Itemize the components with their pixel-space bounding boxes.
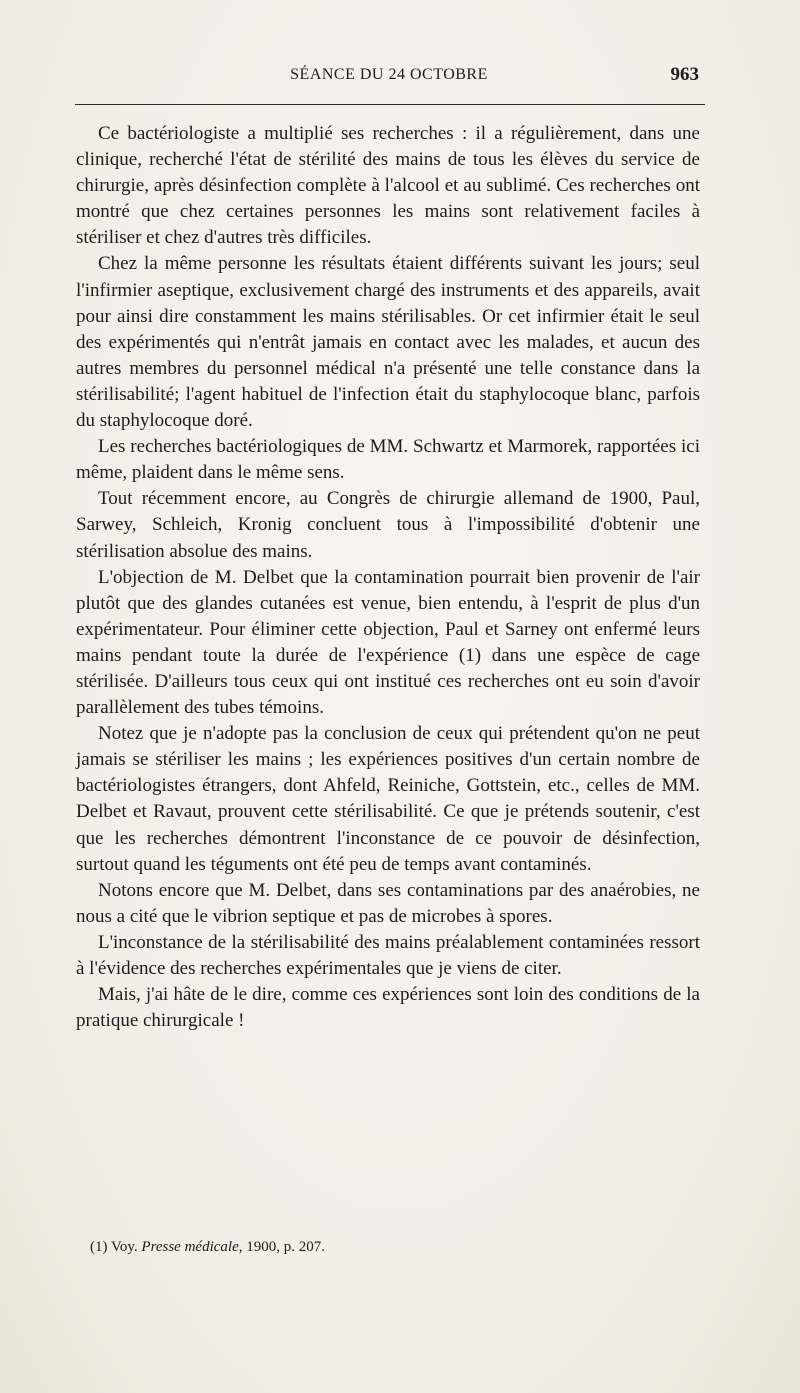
page-number: 963 [670,64,699,85]
paragraph: L'inconstance de la stérilisabilité des mains préalablement contaminées ressort à l'évidence des recherches expérimentales que je viens de citer. [76,931,700,979]
paragraph: Tout récemment encore, au Congrès de chirurgie allemand de 1900, Paul, Sarwey, Schleich, Kronig concluent tous à l'impossibilité d'obtenir une stérilisation absolue des mains. [76,488,700,562]
paragraph: Notons encore que M. Delbet, dans ses contaminations par des anaérobies, ne nous a cité que le vibrion septique et pas de microbes à spores. [76,879,700,927]
page-header [75,66,703,96]
body-text [76,121,700,1034]
footnote-source: Presse médicale [141,1239,239,1255]
paragraph: L'objection de M. Delbet que la contamination pourrait bien provenir de l'air plutôt que des glandes cutanées est venue, bien entendu, à l'esprit de plus d'un expérimentateur. Pour éliminer cette objection, Paul et Sarney ont enfermé leurs mains pendant toute la durée de l'expérience (1) dans une espèce de cage stérilisée. D'ailleurs tous ceux qui ont institué ces recherches ont eu soin d'avoir parallèlement des tubes témoins. [76,566,700,719]
paragraph: Les recherches bactériologiques de MM. Schwartz et Marmorek, rapportées ici même, plaident dans le même sens. [76,436,700,484]
paragraph: Mais, j'ai hâte de le dire, comme ces expériences sont loin des conditions de la pratique chirurgicale ! [76,984,700,1032]
footnote-details: , 1900, p. 207. [238,1239,325,1255]
paragraph: Chez la même personne les résultats étaient différents suivant les jours; seul l'infirmier aseptique, exclusivement chargé des instruments et des appareils, avait pour ainsi dire constamment les mains stérilisables. Or cet infirmier était le seul des expérimentés qui n'entrât jamais en contact avec les malades, et aucun des autres membres du personnel médical n'a présenté une telle constance dans la stérilisabilité; l'agent habituel de l'infection était du staphylocoque blanc, parfois du staphylocoque doré. [76,253,700,432]
paragraph: Ce bactériologiste a multiplié ses recherches : il a régulièrement, dans une clinique, recherché l'état de stérilité des mains de tous les élèves du service de chirurgie, après désinfection complète à l'alcool et au sublimé. Ces recherches ont montré que chez certaines personnes les mains sont relativement faciles à stériliser et chez d'autres très difficiles. [76,123,700,249]
header-rule [75,104,705,105]
running-title: SÉANCE DU 24 OCTOBRE [290,66,488,83]
paragraph: Notez que je n'adopte pas la conclusion de ceux qui prétendent qu'on ne peut jamais se stériliser les mains ; les expériences positives d'un certain nombre de bactériologistes étrangers, dont Ahfeld, Reiniche, Gottstein, etc., celles de MM. Delbet et Ravaut, prouvent cette stérilisabilité. Ce que je prétends soutenir, c'est que les recherches démontrent l'inconstance de ce pouvoir de désinfection, surtout quand les téguments ont été peu de temps avant contaminés. [76,723,700,875]
footnote-marker: (1) Voy. [90,1239,138,1255]
footnote [90,1239,325,1256]
